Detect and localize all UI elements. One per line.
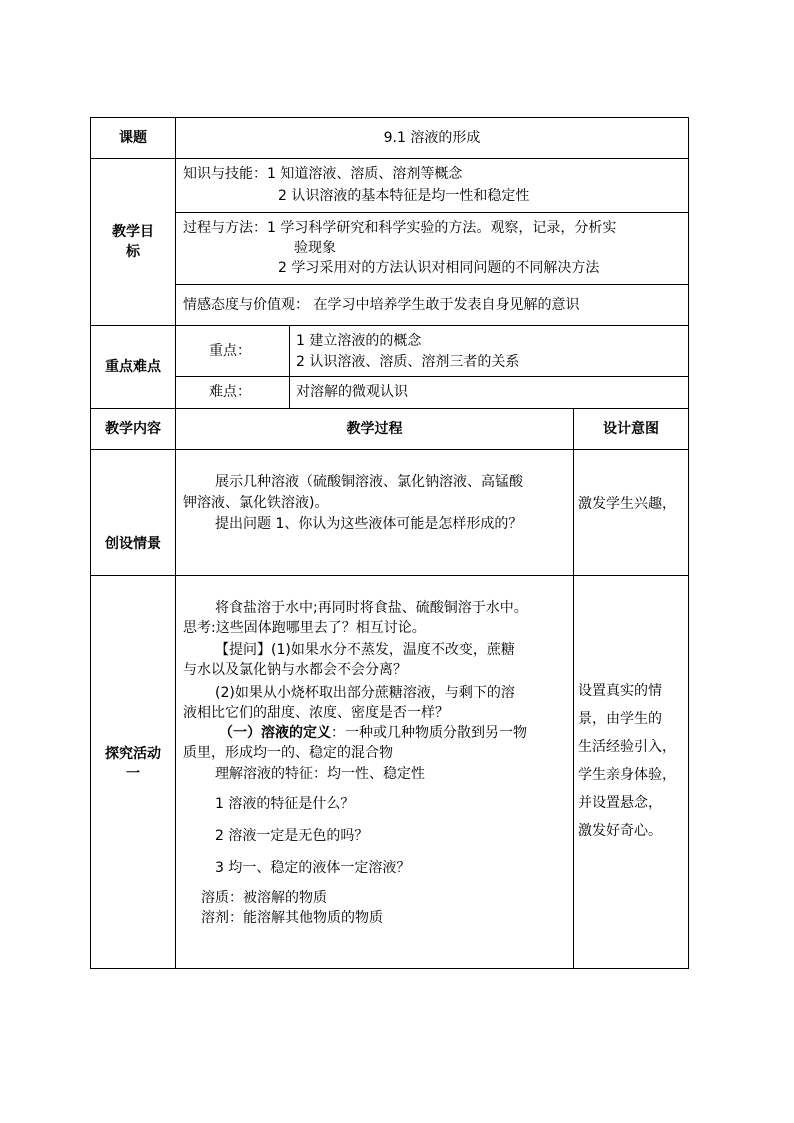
inquiry-intent-2: 景，由学生的 — [578, 711, 662, 727]
key-points-label: 重点难点 — [105, 359, 161, 375]
inquiry-question-1: 【提问】(1)如果水分不蒸发，温度不改变，蔗糖 — [215, 642, 515, 658]
row-divider — [175, 284, 688, 285]
col-header-content: 教学内容 — [105, 421, 161, 437]
inquiry-label: 探究活动 — [105, 746, 161, 762]
col-header-intent: 设计意图 — [603, 421, 659, 437]
knowledge-objective: 知识与技能：1 知道溶液、溶质、溶剂等概念 — [183, 166, 463, 182]
definition-line — [219, 723, 527, 743]
focus-item-1: 1 建立溶液的的概念 — [296, 333, 422, 349]
inquiry-intent-5: 并设置悬念， — [578, 795, 662, 811]
row-divider — [91, 158, 688, 159]
row-divider — [175, 376, 688, 377]
process-objective-2: 2 学习采用对的方法认识对相同问题的不同解决方法 — [278, 260, 600, 276]
col-divider — [175, 118, 176, 968]
inquiry-p1-line-1: 将食盐溶于水中;再同时将食盐、硫酸铜溶于水中。 — [215, 600, 528, 616]
process-objective-cont: 验现象 — [294, 240, 336, 256]
inquiry-label-cont: 一 — [126, 766, 140, 782]
inquiry-question-1-cont: 与水以及氯化钠与水都会不会分离？ — [183, 662, 407, 678]
lesson-plan-table — [90, 117, 689, 969]
feature-question-1: 1 溶液的特征是什么？ — [215, 796, 355, 812]
scene-label: 创设情景 — [105, 536, 161, 552]
focus-label: 重点： — [209, 343, 251, 359]
row-divider — [91, 325, 688, 326]
col-divider — [289, 326, 290, 408]
objectives-label: 教学目 — [112, 224, 154, 240]
row-divider — [91, 575, 688, 576]
inquiry-p1-line-2: 思考:这些固体跑哪里去了？相互讨论。 — [183, 620, 426, 636]
row-divider — [91, 408, 688, 409]
row-divider — [175, 212, 688, 213]
definition-line-2: 质里，形成均一的、稳定的混合物 — [183, 745, 393, 761]
definition-heading: （一）溶液的定义 — [219, 725, 331, 741]
difficulty-value: 对溶解的微观认识 — [296, 384, 408, 400]
feature-line: 理解溶液的特征：均一性、稳定性 — [215, 766, 425, 782]
col-divider — [573, 409, 574, 968]
scene-line-3: 提出问题 1、你认为这些液体可能是怎样形成的？ — [215, 516, 523, 532]
feature-question-3: 3 均一、稳定的液体一定溶液？ — [215, 860, 411, 876]
inquiry-intent-3: 生活经验引入， — [578, 739, 676, 755]
feature-question-2: 2 溶液一定是无色的吗？ — [215, 828, 369, 844]
process-objective: 过程与方法：1 学习科学研究和科学实验的方法。观察，记录，分析实 — [183, 220, 617, 236]
inquiry-question-2: (2)如果从小烧杯取出部分蔗糖溶液，与剩下的溶 — [215, 685, 515, 701]
scene-intent: 激发学生兴趣， — [578, 496, 676, 512]
objectives-label-cont: 标 — [126, 244, 140, 260]
difficulty-label: 难点： — [209, 384, 251, 400]
inquiry-intent-4: 学生亲身体验， — [578, 767, 676, 783]
knowledge-objective-2: 2 认识溶液的基本特征是均一性和稳定性 — [278, 188, 530, 204]
definition-text: ：一种或几种物质分散到另一物 — [331, 725, 527, 741]
solvent-definition: 溶剂：能溶解其他物质的物质 — [201, 910, 383, 926]
inquiry-intent-1: 设置真实的情 — [578, 683, 662, 699]
inquiry-intent-6: 激发好奇心。 — [578, 823, 662, 839]
scene-line-2: 钾溶液、氯化铁溶液)。 — [183, 495, 329, 511]
topic-label: 课题 — [119, 130, 147, 146]
focus-item-2: 2 认识溶液、溶质、溶剂三者的关系 — [296, 354, 520, 370]
row-divider — [91, 449, 688, 450]
col-header-process: 教学过程 — [346, 421, 403, 437]
topic-value: 9.1 溶液的形成 — [383, 130, 481, 146]
scene-line-1: 展示几种溶液（硫酸铜溶液、氯化钠溶液、高锰酸 — [215, 474, 523, 490]
solute-definition: 溶质：被溶解的物质 — [201, 890, 327, 906]
inquiry-question-2-cont: 液相比它们的甜度、浓度、密度是否一样？ — [183, 705, 449, 721]
emotion-objective: 情感态度与价值观： 在学习中培养学生敢于发表自身见解的意识 — [183, 297, 580, 313]
